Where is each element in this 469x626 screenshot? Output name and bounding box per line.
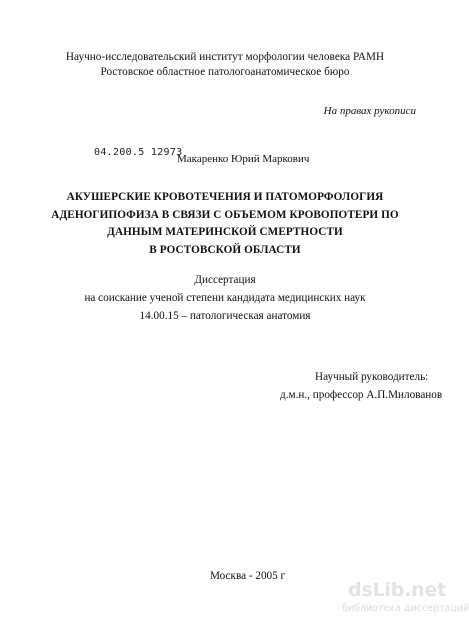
- dslib-watermark: [340, 579, 469, 619]
- author-name: Макаренко Юрий Маркович: [177, 153, 310, 165]
- dissertation-title: [0, 189, 450, 259]
- rights-note: На правах рукописи: [323, 105, 416, 117]
- institution-line-2: Ростовское областное патологоанатомическое бюро: [100, 66, 350, 78]
- library-stamp-number: 04.200.5 12973: [94, 147, 183, 158]
- watermark-logo-suffix: .net: [404, 579, 447, 601]
- title-line: АДЕНОГИПОФИЗА В СВЯЗИ С ОБЪЕМОМ КРОВОПОТЕРИ ПО: [51, 208, 399, 221]
- specialty-code: 14.00.15 – патологическая анатомия: [139, 310, 311, 322]
- title-line: АКУШЕРСКИЕ КРОВОТЕЧЕНИЯ И ПАТОМОРФОЛОГИЯ: [66, 191, 384, 203]
- degree-purpose: на соискание ученой степени кандидата медицинских наук: [84, 292, 366, 304]
- watermark-logo-main: dsLib: [348, 579, 405, 601]
- title-line: В РОСТОВСКОЙ ОБЛАСТИ: [149, 243, 301, 256]
- institution-line-1: Научно-исследовательский институт морфологии человека РАМН: [65, 51, 385, 63]
- watermark-subtitle: библиотека диссертаций: [342, 603, 469, 614]
- city-year: Москва - 2005 г: [210, 570, 286, 582]
- watermark-logo: [348, 579, 446, 601]
- supervisor-label: Научный руководитель:: [315, 371, 429, 383]
- title-line: ДАННЫМ МАТЕРИНСКОЙ СМЕРТНОСТИ: [107, 226, 343, 238]
- document-type: Диссертация: [194, 274, 256, 286]
- supervisor-name: д.м.н., профессор А.П.Милованов: [280, 389, 443, 401]
